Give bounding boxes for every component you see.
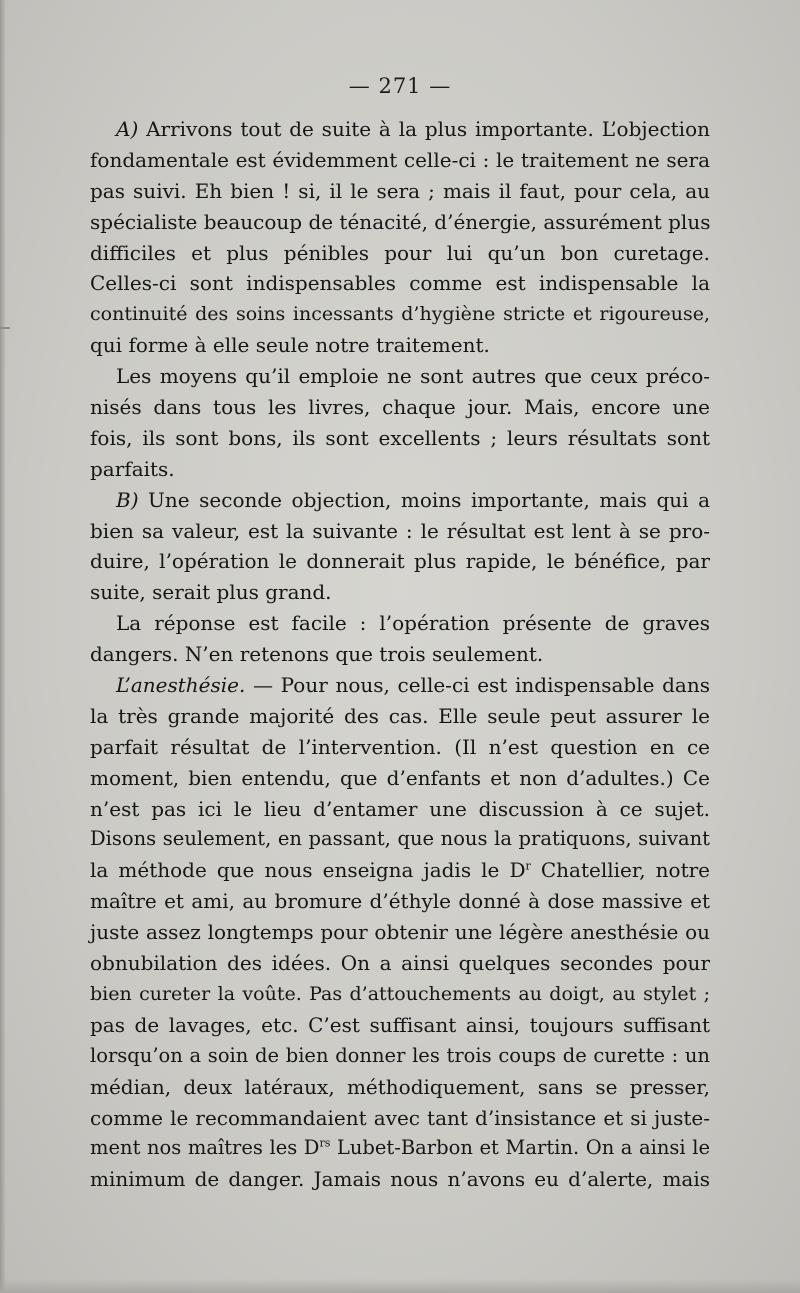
text-line [90, 763, 710, 794]
line-text: maître et ami, au bromure d’éthyle donné à dose massive et [90, 889, 710, 914]
line-text: pas de lavages, etc. C’est suffisant ainsi, toujours suffisant [90, 1012, 710, 1037]
text-line [90, 114, 710, 145]
text-line [90, 1072, 710, 1103]
line-text: la méthode que nous enseigna jadis le D [90, 858, 526, 883]
text-line [90, 330, 710, 361]
text-line [90, 794, 710, 825]
line-text: La réponse est facile : l’opération présente de graves [116, 611, 710, 636]
line-text: — Pour nous, celle-ci est indispensable dans [245, 673, 710, 698]
line-text: pas suivi. Eh bien ! si, il le sera ; mais il faut, pour cela, au [90, 178, 710, 203]
text-line [90, 824, 710, 855]
text-line [90, 1164, 710, 1195]
line-text: Celles-ci sont indispensables comme est indispensable la [90, 271, 710, 296]
page-bottom-edge [0, 1279, 800, 1293]
text-line [90, 1041, 710, 1072]
line-text: Disons seulement, en passant, que nous la pratiquons, suivant [90, 827, 710, 851]
text-line [90, 268, 710, 299]
line-text: difficiles et plus pénibles pour lui qu’un bon curetage. [90, 240, 710, 265]
text-line [90, 948, 710, 979]
line-text: bien cureter la voûte. Pas d’attouchements au doigt, au stylet ; [90, 982, 710, 1005]
text-line [90, 1010, 710, 1041]
body-text [90, 114, 710, 1195]
text-line [90, 238, 710, 269]
line-text: juste assez longtemps pour obtenir une légère anesthésie ou [90, 920, 710, 945]
text-line [90, 392, 710, 423]
text-line [90, 639, 710, 670]
page-edge-shadow [0, 0, 6, 1293]
text-line [90, 608, 710, 639]
line-text-suffix: Chatellier, notre [530, 858, 711, 883]
text-line [90, 732, 710, 763]
line-text: spécialiste beaucoup de ténacité, d’énergie, assurément plus [90, 209, 711, 234]
line-text: n’est pas ici le lieu d’entamer une discussion à ce sujet. [90, 796, 710, 821]
text-line [90, 516, 710, 547]
line-text: duire, l’opération le donnerait plus rapide, le bénéfice, par [90, 549, 710, 574]
text-line [90, 1103, 710, 1134]
text-line [90, 485, 710, 516]
superscript: r [525, 859, 531, 873]
text-line [90, 454, 710, 485]
line-text: bien sa valeur, est la suivante : le résultat est lent à se pro- [90, 518, 710, 543]
text-line [90, 670, 710, 701]
text-line [90, 979, 710, 1010]
line-text-suffix: Lubet-Barbon et Martin. On a ainsi le [330, 1136, 710, 1160]
line-text: obnubilation des idées. On a ainsi quelques secondes pour [90, 951, 710, 976]
text-line [90, 917, 710, 948]
line-text: ment nos maîtres les D [90, 1136, 320, 1160]
line-text: minimum de danger. Jamais nous n’avons eu d’alerte, mais [90, 1167, 710, 1192]
line-text: fois, ils sont bons, ils sont excellents ; leurs résultats sont [90, 425, 710, 450]
text-line [90, 207, 710, 238]
line-text: continuité des soins incessants d’hygiène stricte et rigoureuse, [90, 303, 710, 326]
line-text: Les moyens qu’il emploie ne sont autres que ceux préco- [116, 364, 710, 389]
margin-mark [0, 327, 10, 329]
text-line [90, 176, 710, 207]
superscript: rs [319, 1136, 331, 1150]
line-text: dangers. N’en retenons que trois seulement. [90, 642, 544, 667]
line-text: médian, deux latéraux, méthodiquement, sans se presser, [90, 1074, 710, 1099]
text-line [90, 299, 710, 330]
line-text: fondamentale est évidemment celle-ci : le traitement ne sera [90, 147, 710, 172]
line-text: la très grande majorité des cas. Elle seule peut assurer le [90, 703, 710, 728]
line-text: moment, bien entendu, que d’enfants et non d’adultes.) Ce [90, 765, 710, 790]
text-line [90, 423, 710, 454]
italic-label: B) [116, 487, 139, 512]
text-line [90, 145, 710, 176]
text-line [90, 577, 710, 608]
italic-label: A) [116, 117, 139, 141]
line-text: Arrivons tout de suite à la plus importante. L’objection [138, 117, 710, 141]
text-line [90, 361, 710, 392]
line-text: qui forme à elle seule notre traitement. [90, 333, 490, 358]
line-text: parfait résultat de l’intervention. (Il n’est question en ce [90, 734, 710, 759]
text-line [90, 886, 710, 917]
italic-label: L’anesthésie. [116, 673, 246, 698]
text-line [90, 546, 710, 577]
text-line [90, 701, 710, 732]
text-line [90, 1133, 710, 1164]
line-text: Une seconde objection, moins importante, mais qui a [138, 487, 710, 512]
line-text: nisés dans tous les livres, chaque jour. Mais, encore une [90, 395, 710, 420]
page-number: — 271 — [348, 74, 452, 98]
line-text: parfaits. [90, 456, 175, 481]
line-text: lorsqu’on a soin de bien donner les trois coups de curette : un [90, 1043, 710, 1067]
line-text: suite, serait plus grand. [90, 580, 332, 605]
line-text: comme le recommandaient avec tant d’insistance et si juste- [90, 1105, 710, 1130]
text-line [90, 855, 710, 886]
